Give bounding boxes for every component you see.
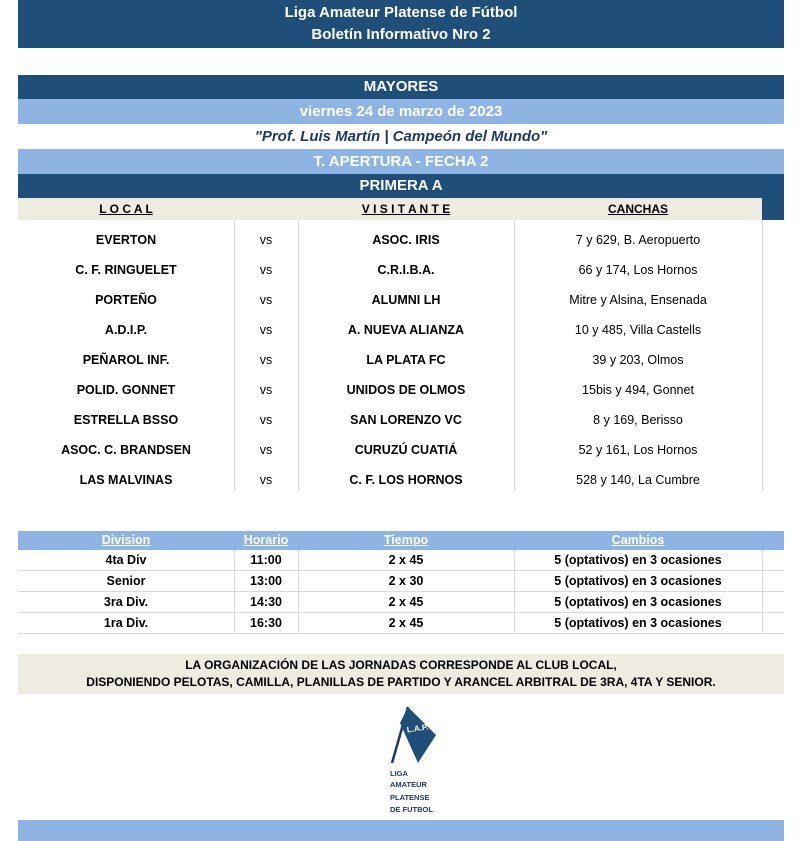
- cambios-cell: 5 (optativos) en 3 ocasiones: [554, 553, 722, 567]
- visiting-team: LA PLATA FC: [366, 353, 446, 367]
- local-team: PORTEÑO: [95, 293, 157, 307]
- schedule-table: [18, 531, 784, 634]
- notice-line: DISPONIENDO PELOTAS, CAMILLA, PLANILLAS DE PARTIDO Y ARANCEL ARBITRAL DE 3RA, 4TA Y SENIOR.: [86, 675, 716, 689]
- local-column-header: L O C A L: [99, 202, 153, 216]
- tiempo-cell: 2 x 45: [388, 595, 424, 609]
- vs-label: vs: [259, 383, 273, 397]
- fixture-row: [18, 310, 784, 340]
- visiting-team: C. F. LOS HORNOS: [349, 473, 463, 487]
- logo-flag-text: L.A.P.: [406, 722, 429, 735]
- fixture-row: [18, 280, 784, 310]
- venue: 15bis y 494, Gonnet: [582, 383, 694, 397]
- logo-text-line: LIGA: [390, 769, 408, 778]
- motto: "Prof. Luis Martín | Campeón del Mundo": [18, 124, 784, 149]
- fixture-row: [18, 220, 784, 250]
- bulletin-number: Boletín Informativo Nro 2: [311, 26, 491, 43]
- venue: 52 y 161, Los Hornos: [578, 443, 698, 457]
- fixture-row: [18, 430, 784, 460]
- venue: 10 y 485, Villa Castells: [574, 323, 702, 337]
- tiempo-cell: 2 x 30: [388, 574, 424, 588]
- horario-cell: 13:00: [250, 574, 282, 588]
- local-team: ASOC. C. BRANDSEN: [61, 443, 191, 457]
- tournament-round: T. APERTURA - FECHA 2: [18, 149, 784, 174]
- league-title: Liga Amateur Platense de Fútbol: [284, 4, 518, 21]
- venue: 8 y 169, Berisso: [593, 413, 683, 427]
- visitante-column-header: V I S I T A N T E: [361, 202, 451, 216]
- tiempo-column-header: Tiempo: [383, 533, 429, 547]
- logo-text-line: AMATEUR: [390, 780, 427, 789]
- cambios-column-header: Cambios: [611, 533, 665, 547]
- schedule-row: [18, 550, 784, 571]
- logo-text-line: DE FUTBOL: [390, 805, 433, 814]
- schedule-row: [18, 571, 784, 592]
- local-team: EVERTON: [95, 233, 157, 247]
- notice-line: LA ORGANIZACIÓN DE LAS JORNADAS CORRESPONDE AL CLUB LOCAL,: [185, 658, 617, 672]
- match-date: viernes 24 de marzo de 2023: [18, 99, 784, 124]
- division-cell: 1ra Div.: [103, 616, 149, 630]
- vs-label: vs: [259, 473, 273, 487]
- cambios-cell: 5 (optativos) en 3 ocasiones: [554, 574, 722, 588]
- vs-label: vs: [259, 353, 273, 367]
- fixture-column-headers: [18, 198, 784, 220]
- horario-column-header: Horario: [243, 533, 289, 547]
- visiting-team: C.R.I.B.A.: [377, 263, 435, 277]
- tiempo-cell: 2 x 45: [388, 553, 424, 567]
- division-title: PRIMERA A: [18, 174, 784, 198]
- fixture-row: [18, 370, 784, 400]
- visiting-team: ASOC. IRIS: [372, 233, 440, 247]
- fixture-row: [18, 340, 784, 370]
- pennant-flag-icon: [384, 705, 444, 765]
- bulletin-header: [18, 0, 784, 48]
- logo-text-line: PLATENSE: [390, 793, 430, 802]
- cambios-cell: 5 (optativos) en 3 ocasiones: [554, 616, 722, 630]
- venue: 39 y 203, Olmos: [592, 353, 684, 367]
- organization-notice: [18, 654, 784, 694]
- schedule-row: [18, 592, 784, 613]
- local-team: ESTRELLA BSSO: [73, 413, 179, 427]
- schedule-row: [18, 613, 784, 634]
- visiting-team: A. NUEVA ALIANZA: [347, 323, 465, 337]
- category-title: MAYORES: [18, 75, 784, 99]
- vs-label: vs: [259, 443, 273, 457]
- visiting-team: CURUZÚ CUATIÁ: [354, 443, 458, 457]
- local-team: LAS MALVINAS: [79, 473, 173, 487]
- vs-label: vs: [259, 293, 273, 307]
- division-cell: Senior: [106, 574, 146, 588]
- horario-cell: 11:00: [250, 553, 282, 567]
- canchas-column-header: CANCHAS: [608, 202, 668, 216]
- local-team: PEÑAROL INF.: [82, 353, 170, 367]
- horario-cell: 16:30: [250, 616, 282, 630]
- local-team: POLID. GONNET: [76, 383, 176, 397]
- league-logo: [384, 705, 444, 817]
- tiempo-cell: 2 x 45: [388, 616, 424, 630]
- vs-label: vs: [259, 263, 273, 277]
- footer-band: [18, 820, 784, 841]
- visiting-team: SAN LORENZO VC: [350, 413, 462, 427]
- venue: 66 y 174, Los Hornos: [578, 263, 698, 277]
- division-cell: 4ta Div: [105, 553, 147, 567]
- vs-label: vs: [259, 233, 273, 247]
- venue: 7 y 629, B. Aeropuerto: [575, 233, 701, 247]
- local-team: C. F. RINGUELET: [75, 263, 177, 277]
- division-cell: 3ra Div.: [103, 595, 149, 609]
- cambios-cell: 5 (optativos) en 3 ocasiones: [554, 595, 722, 609]
- fixture-row: [18, 250, 784, 280]
- local-team: A.D.I.P.: [104, 323, 148, 337]
- visiting-team: ALUMNI LH: [371, 293, 441, 307]
- venue: 528 y 140, La Cumbre: [576, 473, 700, 487]
- schedule-header-row: [18, 531, 784, 550]
- fixture-row: [18, 400, 784, 430]
- vs-label: vs: [259, 323, 273, 337]
- visiting-team: UNIDOS DE OLMOS: [346, 383, 466, 397]
- venue: Mitre y Alsina, Ensenada: [569, 293, 707, 307]
- fixture-list: [18, 220, 784, 490]
- division-column-header: Division: [101, 533, 151, 547]
- fixture-row: [18, 460, 784, 490]
- vs-label: vs: [259, 413, 273, 427]
- horario-cell: 14:30: [250, 595, 282, 609]
- column-header-edge: [762, 198, 784, 220]
